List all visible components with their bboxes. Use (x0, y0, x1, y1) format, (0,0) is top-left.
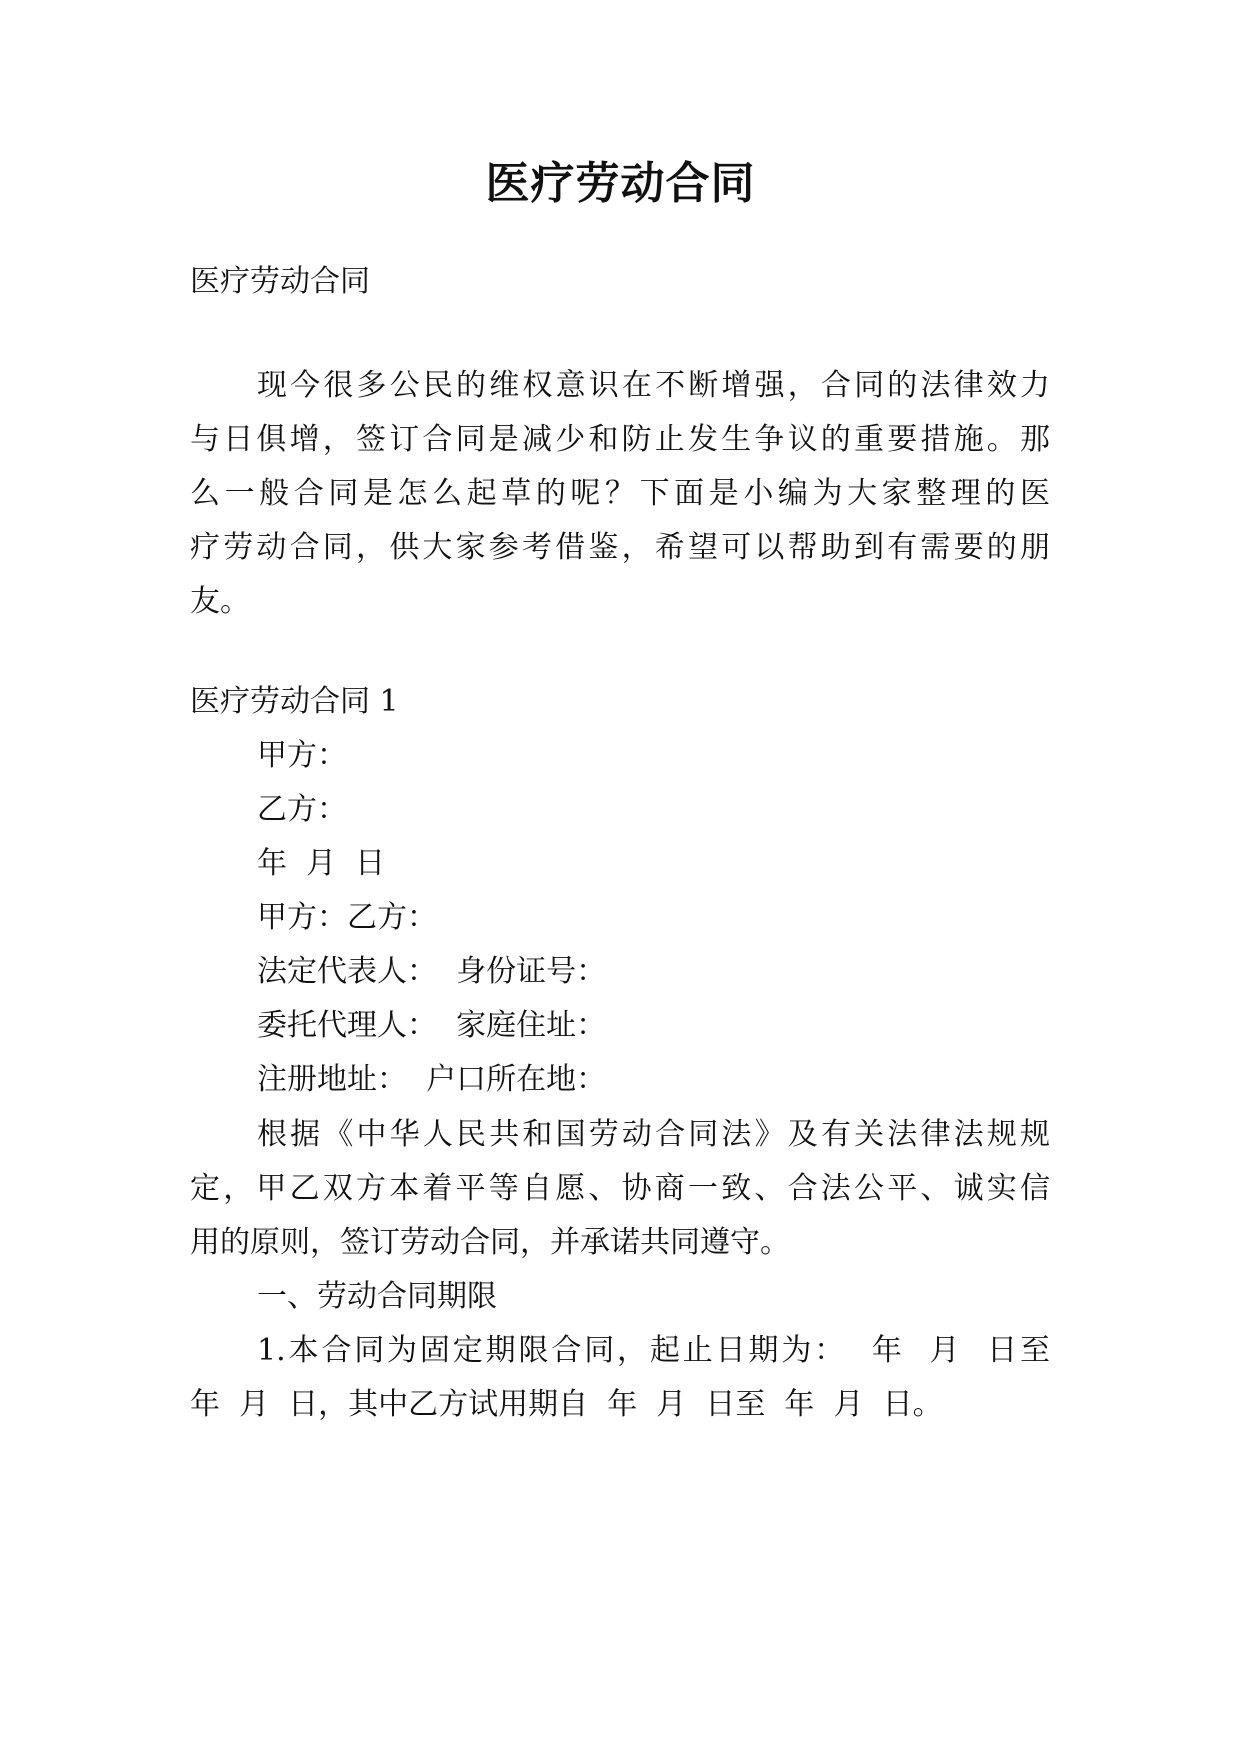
basis-line: 定，甲乙双方本着平等自愿、协商一致、合法公平、诚实信 (190, 1171, 1050, 1206)
basis-line: 用的原则，签订劳动合同，并承诺共同遵守。 (190, 1225, 790, 1260)
clause-line: 1.本合同为固定期限合同，起止日期为： 年 月 日至 (257, 1333, 1050, 1368)
basis-line: 根据《中华人民共和国劳动合同法》及有关法律法规规 (257, 1117, 1050, 1152)
clause-line: 年 月 日，其中乙方试用期自 年 月 日至 年 月 日。 (190, 1387, 943, 1422)
clause-heading: 一、劳动合同期限 (257, 1279, 497, 1314)
intro-line: 与日俱增，签订合同是减少和防止发生争议的重要措施。那 (190, 422, 1050, 457)
field-legal-representative: 法定代表人： 身份证号： (257, 954, 607, 989)
intro-line: 友。 (190, 584, 250, 619)
intro-line: 疗劳动合同，供大家参考借鉴，希望可以帮助到有需要的朋 (190, 530, 1050, 565)
section-title: 医疗劳动合同 1 (190, 684, 399, 719)
intro-line: 么一般合同是怎么起草的呢？下面是小编为大家整理的医 (190, 476, 1050, 511)
field-party-b: 乙方： (257, 792, 347, 827)
field-date: 年 月 日 (257, 846, 386, 881)
intro-line: 现今很多公民的维权意识在不断增强，合同的法律效力 (257, 368, 1050, 403)
field-agent: 委托代理人： 家庭住址： (257, 1008, 607, 1043)
field-address: 注册地址： 户口所在地： (257, 1062, 607, 1097)
field-parties: 甲方：乙方： (257, 900, 437, 935)
document-subtitle: 医疗劳动合同 (190, 264, 370, 299)
document-title: 医疗劳动合同 (485, 158, 756, 209)
field-party-a: 甲方： (257, 738, 347, 773)
